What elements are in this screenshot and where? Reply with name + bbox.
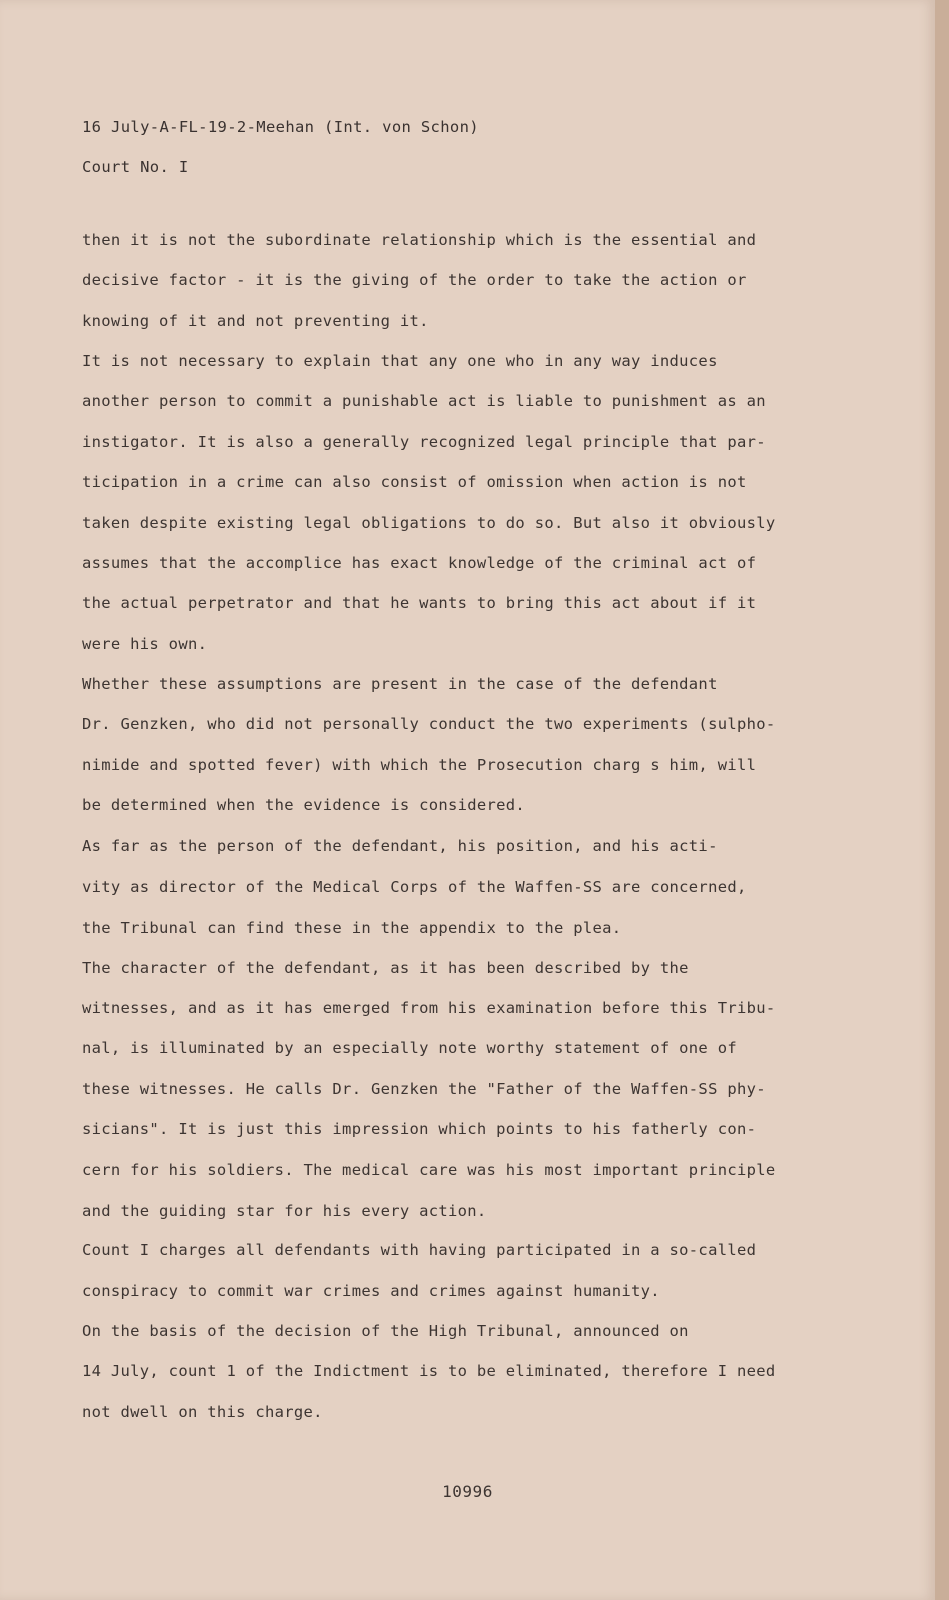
text-line: ticipation in a crime can also consist of omission when action is not	[82, 473, 747, 491]
header-court-line: Court No. I	[82, 158, 189, 176]
text-line: be determined when the evidence is considered.	[82, 796, 526, 814]
text-line: conspiracy to commit war crimes and crimes against humanity.	[82, 1282, 660, 1300]
text-line: not dwell on this charge.	[82, 1403, 323, 1421]
text-line: nimide and spotted fever) with which the Prosecution charg s him, will	[82, 756, 757, 774]
text-line: vity as director of the Medical Corps of the Waffen-SS are concerned,	[82, 878, 747, 896]
text-line: the actual perpetrator and that he wants to bring this act about if it	[82, 594, 757, 612]
text-line: were his own.	[82, 635, 208, 653]
text-line: knowing of it and not preventing it.	[82, 312, 429, 330]
text-line: another person to commit a punishable act is liable to punishment as an	[82, 392, 766, 410]
text-line: The character of the defendant, as it has been described by the	[82, 959, 689, 977]
page-number: 10996	[442, 1482, 493, 1501]
text-line: the Tribunal can find these in the appendix to the plea.	[82, 919, 622, 937]
text-line: nal, is illuminated by an especially note worthy statement of one of	[82, 1039, 737, 1057]
text-line: sicians". It is just this impression which points to his fatherly con-	[82, 1120, 757, 1138]
header-docket-line: 16 July-A-FL-19-2-Meehan (Int. von Schon)	[82, 118, 479, 136]
text-line: decisive factor - it is the giving of the order to take the action or	[82, 271, 747, 289]
text-line: cern for his soldiers. The medical care was his most important principle	[82, 1161, 776, 1179]
text-line: then it is not the subordinate relationship which is the essential and	[82, 231, 757, 249]
text-line: assumes that the accomplice has exact knowledge of the criminal act of	[82, 554, 757, 572]
text-line: instigator. It is also a generally recognized legal principle that par-	[82, 433, 766, 451]
text-line: and the guiding star for his every action.	[82, 1202, 487, 1220]
text-line: taken despite existing legal obligations to do so. But also it obviously	[82, 514, 776, 532]
text-line: It is not necessary to explain that any one who in any way induces	[82, 352, 718, 370]
text-line: witnesses, and as it has emerged from his examination before this Tribu-	[82, 999, 776, 1017]
text-line: Count I charges all defendants with having participated in a so-called	[82, 1241, 757, 1259]
text-line: these witnesses. He calls Dr. Genzken the "Father of the Waffen-SS phy-	[82, 1080, 766, 1098]
text-line: On the basis of the decision of the High Tribunal, announced on	[82, 1322, 689, 1340]
text-line: 14 July, count 1 of the Indictment is to be eliminated, therefore I need	[82, 1362, 776, 1380]
page-edge	[935, 0, 949, 1600]
text-line: Dr. Genzken, who did not personally conduct the two experiments (sulpho-	[82, 715, 776, 733]
text-line: As far as the person of the defendant, his position, and his acti-	[82, 837, 718, 855]
text-line: Whether these assumptions are present in the case of the defendant	[82, 675, 718, 693]
